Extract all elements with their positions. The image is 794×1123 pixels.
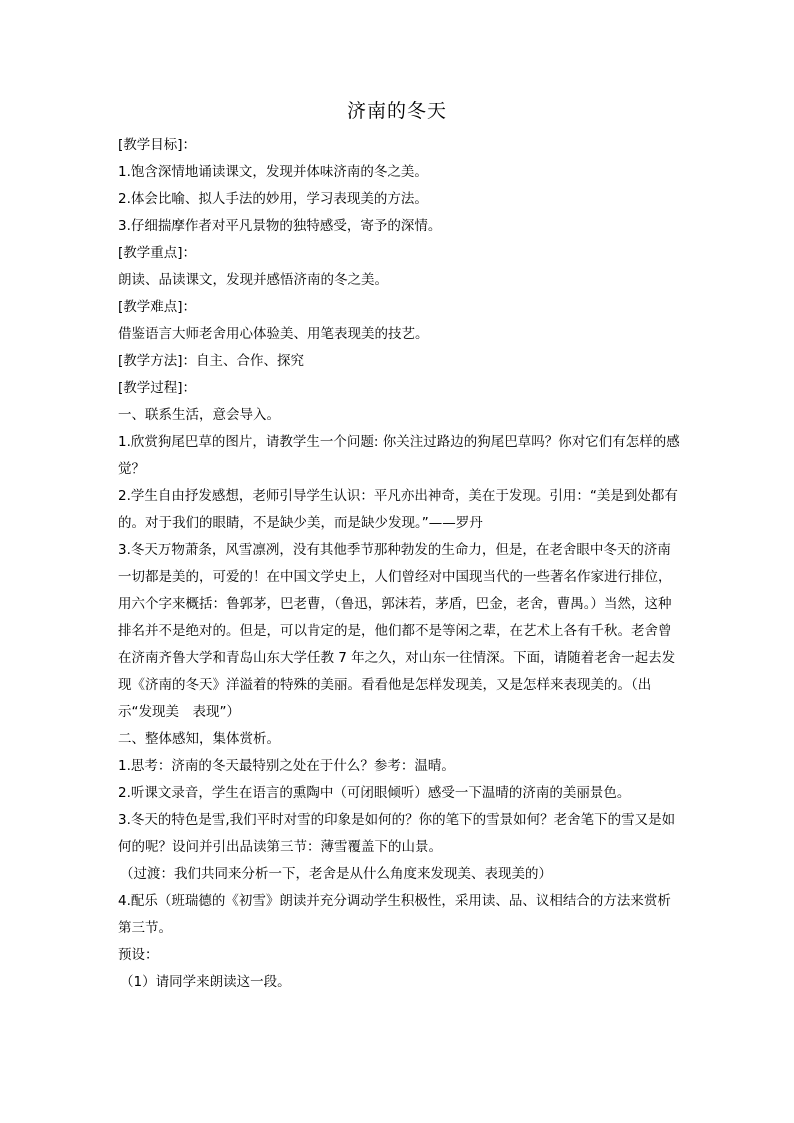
section-heading-difficulties: [教学难点]：: [118, 299, 197, 315]
section-heading-key-points: [教学重点]：: [118, 245, 197, 261]
process-paragraph: 2.听课文录音，学生在语言的熏陶中（可闭眼倾听）感受一下温晴的济南的美丽景色。: [118, 785, 631, 801]
preset-label: 预设：: [118, 947, 159, 963]
preset-item-1: （1）请同学来朗读这一段。: [120, 974, 291, 990]
difficulties-text: 借鉴语言大师老舍用心体验美、用笔表现美的技艺。: [118, 326, 429, 342]
objective-item-2: 2.体会比喻、拟人手法的妙用，学习表现美的方法。: [118, 191, 428, 207]
process-step-2-heading: 二、整体感知，集体赏析。: [118, 731, 280, 747]
section-heading-methods: [教学方法]：自主、合作、探究: [118, 353, 305, 369]
document-title: 济南的冬天: [346, 100, 447, 122]
process-paragraph: 4.配乐（班瑞德的《初雪》朗读并充分调动学生积极性，采用读、品、议相结合的方法来赏析第三节。: [118, 893, 671, 936]
process-paragraph: 3.冬天的特色是雪,我们平时对雪的印象是如何的？你的笔下的雪景如何？老舍笔下的雪又是如何的呢？设问并引出品读第三节：薄雪覆盖下的山景。: [118, 812, 676, 855]
section-heading-process: [教学过程]：: [118, 380, 197, 396]
transition-note: （过渡：我们共同来分析一下，老舍是从什么角度来发现美、表现美的）: [120, 866, 552, 882]
key-points-text: 朗读、品读课文，发现并感悟济南的冬之美。: [118, 272, 388, 288]
process-paragraph: 1.思考：济南的冬天最特别之处在于什么？参考：温晴。: [118, 758, 455, 774]
process-paragraph: 3.冬天万物萧条，风雪凛冽，没有其他季节那种勃发的生命力，但是，在老舍眼中冬天的济南一切都是美的，可爱的！在中国文学史上，人们曾经对中国现当代的一些著名作家进行排位，用六个字来概括：鲁郭茅，巴老曹，（鲁迅，郭沫若，茅盾，巴金，老舍，曹禺。）当然，这种排名并不是绝对的。但是，可以肯定的是，他们都不是等闲之辈，在艺术上各有千秋。老舍曾在济南齐鲁大学和青岛山东大学任教 7 年之久，对山东一往情深。下面，请随着老舍一起去发现《济南的冬天》洋溢着的特殊的美丽。看看他是怎样发现美，又是怎样来表现美的。（出示“发现美 表现”）: [118, 542, 676, 720]
document-body: [118, 132, 684, 996]
objective-item-1: 1.饱含深情地诵读课文，发现并体味济南的冬之美。: [118, 164, 428, 180]
process-paragraph: 1.欣赏狗尾巴草的图片，请教学生一个问题: 你关注过路边的狗尾巴草吗？你对它们有怎样的感觉？: [118, 434, 680, 477]
objective-item-3: 3.仔细揣摩作者对平凡景物的独特感受，寄予的深情。: [118, 218, 442, 234]
section-heading-objectives: [教学目标]：: [118, 137, 197, 153]
process-paragraph: 2.学生自由抒发感想，老师引导学生认识：平凡亦出神奇，美在于发现。引用：“美是到处都有的。对于我们的眼睛，不是缺少美，而是缺少发现。”——罗丹: [118, 488, 678, 531]
process-step-1-heading: 一、联系生活，意会导入。: [118, 407, 280, 423]
